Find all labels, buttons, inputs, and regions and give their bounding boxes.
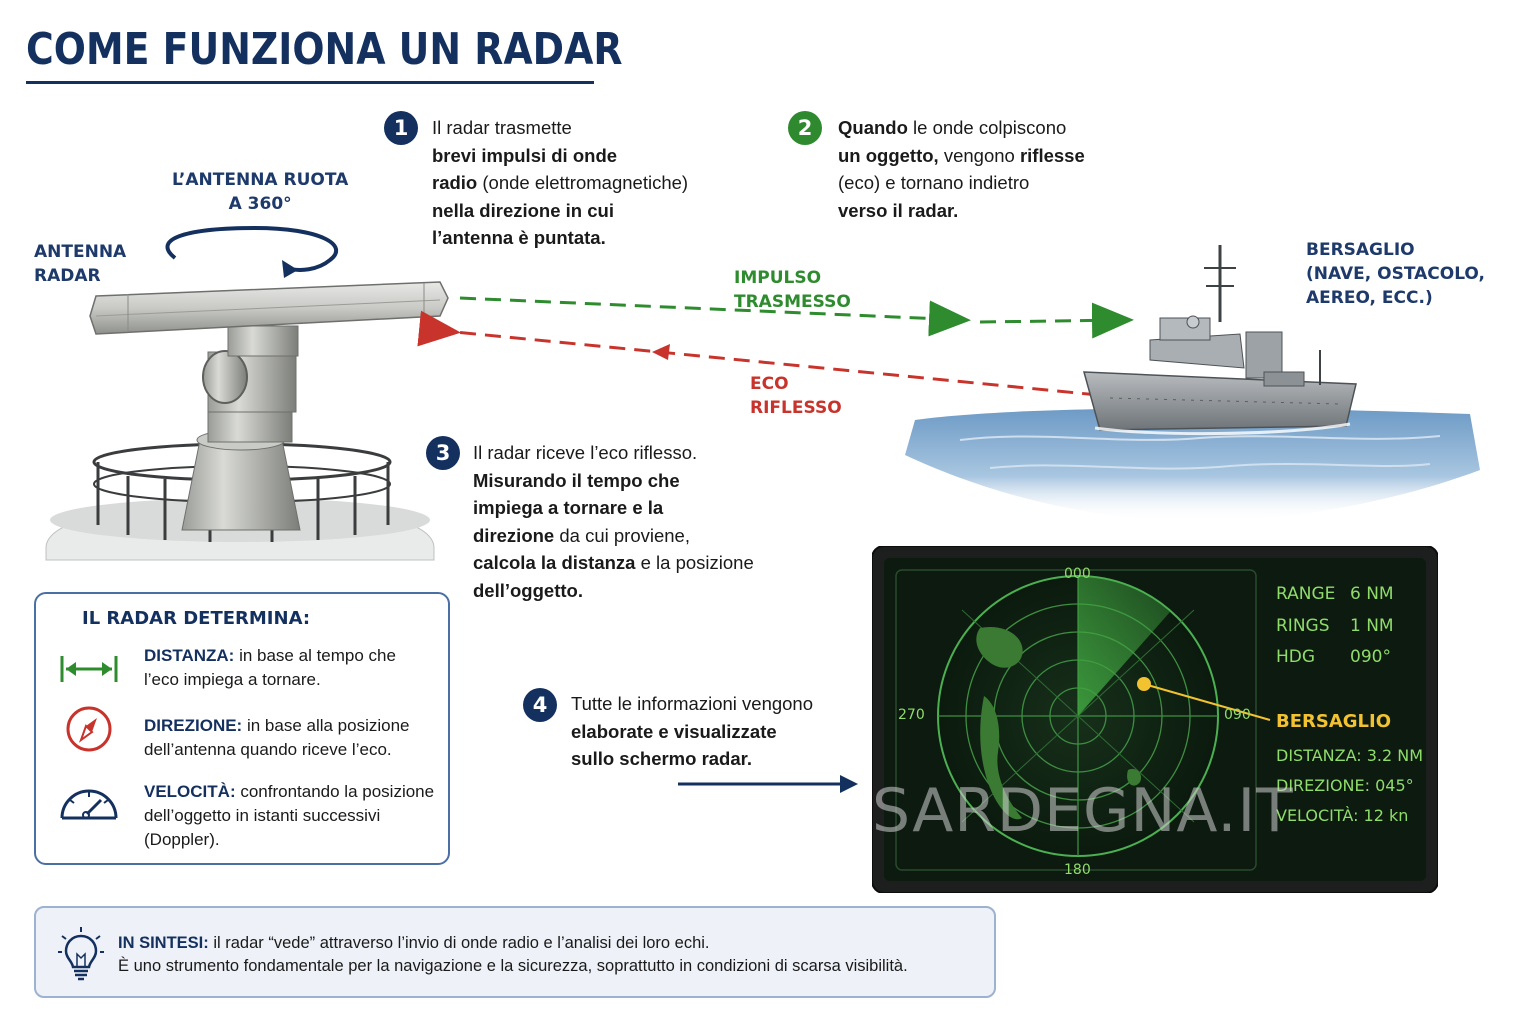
bearing-south: 180 xyxy=(1064,862,1091,878)
reflected-echo-arrowhead xyxy=(652,344,670,360)
step-2-badge: 2 xyxy=(788,111,822,145)
echo-caption: ECO RIFLESSO xyxy=(750,374,842,418)
bearing-west: 270 xyxy=(898,707,925,723)
step-4-text: Tutte le informazioni vengono elaborate e visualizzate sullo schermo radar. xyxy=(571,693,814,769)
speedometer-icon xyxy=(56,778,122,828)
step-1-text: Il radar trasmette brevi impulsi di onde radio (onde elettromagnetiche) nella direzione in cui l’antenna è puntata. xyxy=(432,117,689,248)
lightbulb-icon xyxy=(58,926,104,982)
rings-value: 1 NM xyxy=(1350,616,1394,636)
step-3-badge: 3 xyxy=(426,436,460,470)
summary-text: IN SINTESI: il radar “vede” attraverso l’invio di onde radio e l’analisi dei loro echi. È uno strumento fondamentale per la navigazione e la sicurezza, soprattutto in condizioni di scarsa visibilità. xyxy=(118,934,908,975)
target-distance: DISTANZA: 3.2 NM xyxy=(1276,746,1424,765)
target-title: BERSAGLIO xyxy=(1276,711,1392,732)
rings-label: RINGS xyxy=(1276,616,1330,636)
target-direction: DIREZIONE: 045° xyxy=(1276,776,1414,795)
panel-item-speed: VELOCITÀ: confrontando la posizione dell’oggetto in istanti successivi (Doppler). xyxy=(144,782,435,849)
to-screen-arrow xyxy=(678,775,858,793)
step-1-badge: 1 xyxy=(384,111,418,145)
transmitted-pulse-arrow-tail xyxy=(980,320,1128,322)
antenna-rotation-caption: L’ANTENNA RUOTA A 360° xyxy=(172,170,349,214)
pulse-caption: IMPULSO TRASMESSO xyxy=(734,268,851,312)
heading-label: HDG xyxy=(1276,647,1316,667)
distance-arrows-icon xyxy=(56,644,122,694)
step-4-badge: 4 xyxy=(523,688,557,722)
summary-box xyxy=(34,906,996,998)
antenna-radar-caption: ANTENNA RADAR xyxy=(34,242,127,286)
page-title: COME FUNZIONA UN RADAR xyxy=(26,24,623,75)
radar-antenna-illustration xyxy=(46,282,448,560)
transmitted-pulse-arrow xyxy=(460,298,965,320)
step-3-text: Il radar riceve l’eco riflesso. Misurando il tempo che impiega a tornare e la direzione da cui proviene, calcola la distanza e la posizione dell’oggetto. xyxy=(473,442,754,601)
target-speed: VELOCITÀ: 12 kn xyxy=(1276,806,1409,825)
target-caption: BERSAGLIO (NAVE, OSTACOLO, AEREO, ECC.) xyxy=(1306,240,1485,308)
panel-item-direction: DIREZIONE: in base alla posizione dell’antenna quando riceve l’eco. xyxy=(144,716,410,759)
bearing-east: 090 xyxy=(1224,707,1251,723)
watermark: SARDEGNA.IT xyxy=(872,776,1294,846)
range-value: 6 NM xyxy=(1350,584,1394,604)
panel-item-distance: DISTANZA: in base al tempo che l’eco impiega a tornare. xyxy=(144,646,396,689)
step-2-text: Quando le onde colpiscono un oggetto, vengono riflesse (eco) e tornano indietro verso il radar. xyxy=(838,117,1085,221)
heading-value: 090° xyxy=(1350,647,1391,667)
compass-icon xyxy=(56,704,122,754)
panel-title: IL RADAR DETERMINA: xyxy=(82,608,311,629)
range-label: RANGE xyxy=(1276,584,1336,604)
radar-determines-panel xyxy=(34,592,450,865)
rotation-arrow-icon xyxy=(167,228,336,278)
bearing-north: 000 xyxy=(1064,566,1091,582)
